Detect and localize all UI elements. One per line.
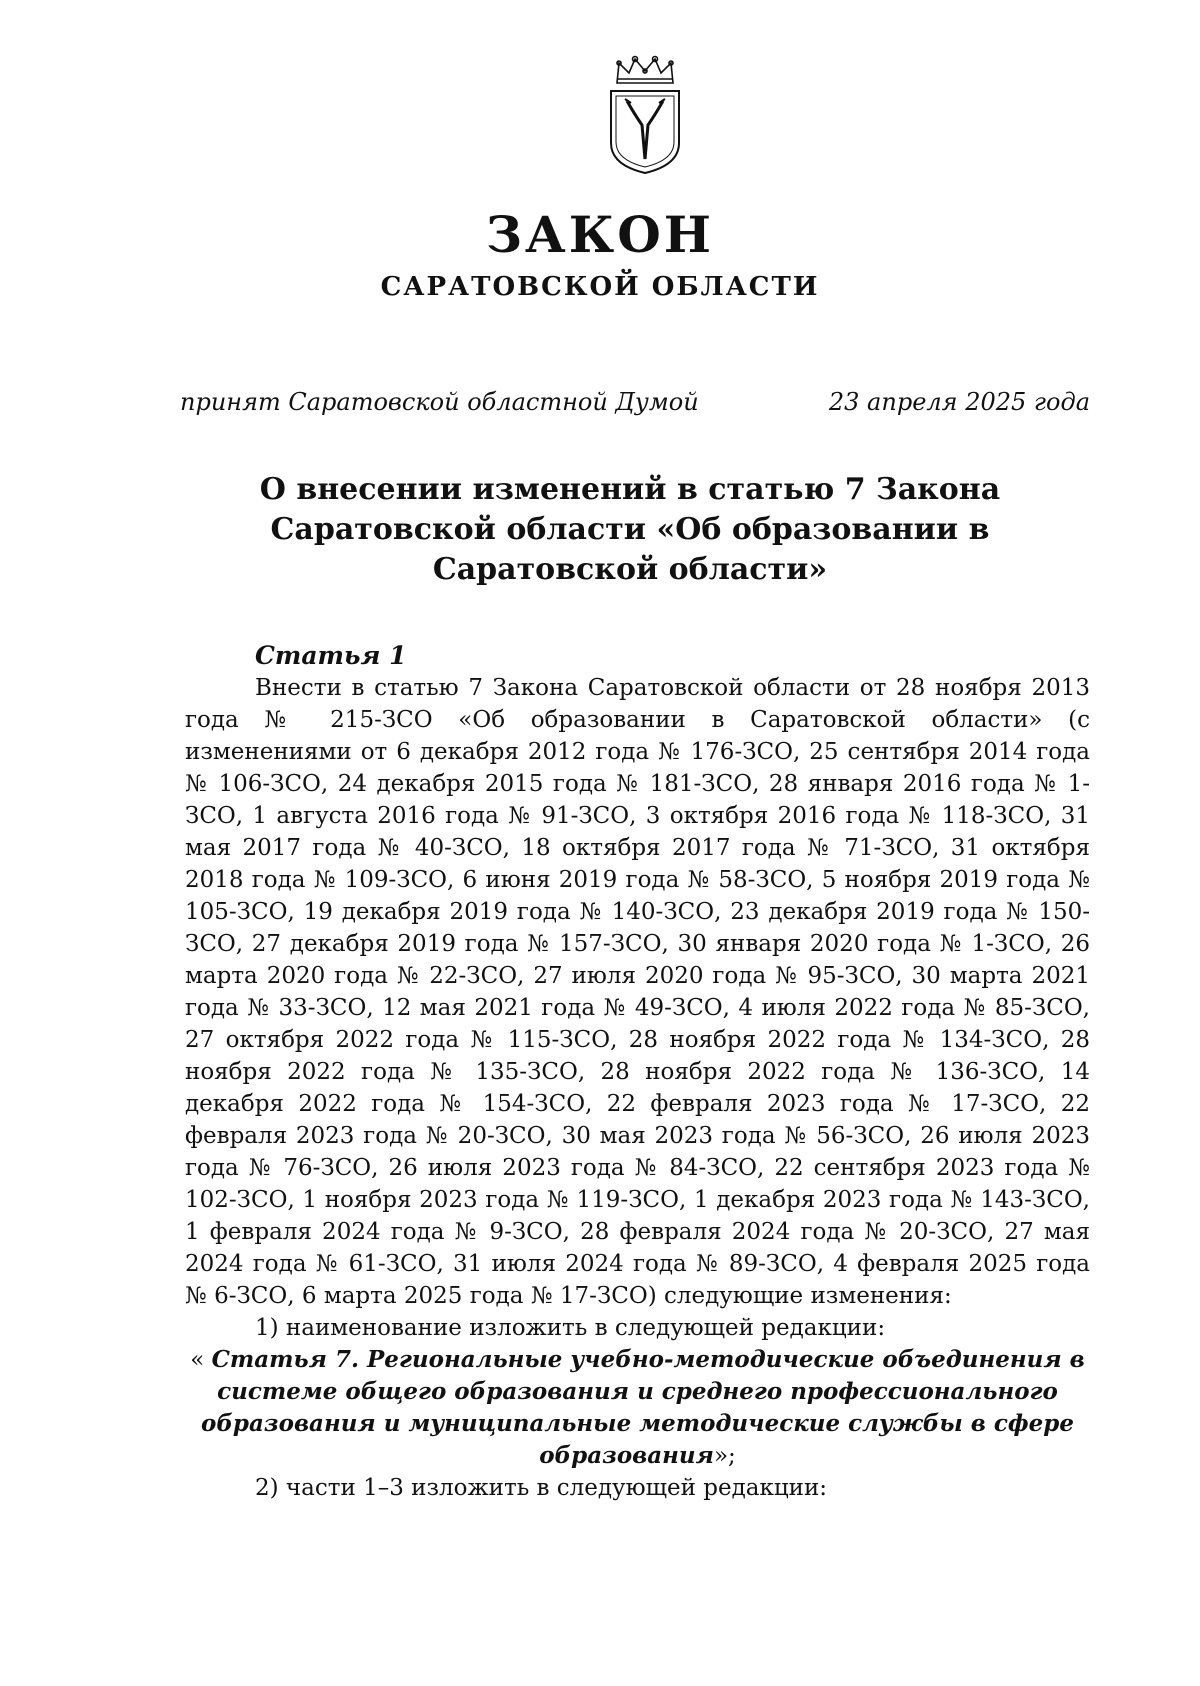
article-item-1: 1) наименование изложить в следующей редакции:	[255, 1315, 886, 1341]
document-title: ЗАКОН	[485, 205, 715, 264]
article-body	[185, 640, 1090, 1504]
adopted-by-text: принят Саратовской областной Думой	[180, 388, 699, 416]
quote-open-mark: «	[190, 1347, 212, 1373]
saratov-coat-of-arms-icon	[605, 55, 685, 175]
quote-close-mark: »;	[713, 1443, 736, 1469]
article-item-2: 2) части 1–3 изложить в следующей редакции:	[255, 1475, 828, 1501]
adopted-date-text: 23 апреля 2025 года	[828, 388, 1090, 416]
quoted-article-title	[185, 1344, 1090, 1472]
quoted-article-text: Статья 7. Региональные учебно-методические объединения в системе общего образования и среднего профессионального образования и муниципальные методические службы в сфере образования	[200, 1346, 1085, 1469]
document-subtitle: САРАТОВСКОЙ ОБЛАСТИ	[380, 272, 820, 302]
article-heading: Статья 1	[255, 641, 407, 670]
law-name-heading: О внесении изменений в статью 7 Закона Саратовской области «Об образовании в Саратовской области»	[259, 472, 1001, 587]
article-paragraph: Внести в статью 7 Закона Саратовской области от 28 ноября 2013 года № 215-ЗСО «Об образовании в Саратовской области» (с изменениями от 6 декабря 2012 года № 176-ЗСО, 25 сентября 2014 года № 106-ЗСО, 24 декабря 2015 года № 181-ЗСО, 28 января 2016 года № 1-ЗСО, 1 августа 2016 года № 91-ЗСО, 3 октября 2016 года № 118-ЗСО, 31 мая 2017 года № 40-ЗСО, 18 октября 2017 года № 71-ЗСО, 31 октября 2018 года № 109-ЗСО, 6 июня 2019 года № 58-ЗСО, 5 ноября 2019 года № 105-ЗСО, 19 декабря 2019 года № 140-ЗСО, 23 декабря 2019 года № 150-ЗСО, 27 декабря 2019 года № 157-ЗСО, 30 января 2020 года № 1-ЗСО, 26 марта 2020 года № 22-ЗСО, 27 июля 2020 года № 95-ЗСО, 30 марта 2021 года № 33-ЗСО, 12 мая 2021 года № 49-ЗСО, 4 июля 2022 года № 85-ЗСО, 27 октября 2022 года № 115-ЗСО, 28 ноября 2022 года № 134-ЗСО, 28 ноября 2022 года № 135-ЗСО, 28 ноября 2022 года № 136-ЗСО, 14 декабря 2022 года № 154-ЗСО, 22 февраля 2023 года № 17-ЗСО, 22 февраля 2023 года № 20-ЗСО, 30 мая 2023 года № 56-ЗСО, 26 июля 2023 года № 76-ЗСО, 26 июля 2023 года № 84-ЗСО, 22 сентября 2023 года № 102-ЗСО, 1 ноября 2023 года № 119-ЗСО, 1 декабря 2023 года № 143-ЗСО, 1 февраля 2024 года № 9-ЗСО, 28 февраля 2024 года № 20-ЗСО, 27 мая 2024 года № 61-ЗСО, 31 июля 2024 года № 89-ЗСО, 4 февраля 2025 года № 6-ЗСО, 6 марта 2025 года № 17-ЗСО) следующие изменения:	[185, 675, 1090, 1309]
